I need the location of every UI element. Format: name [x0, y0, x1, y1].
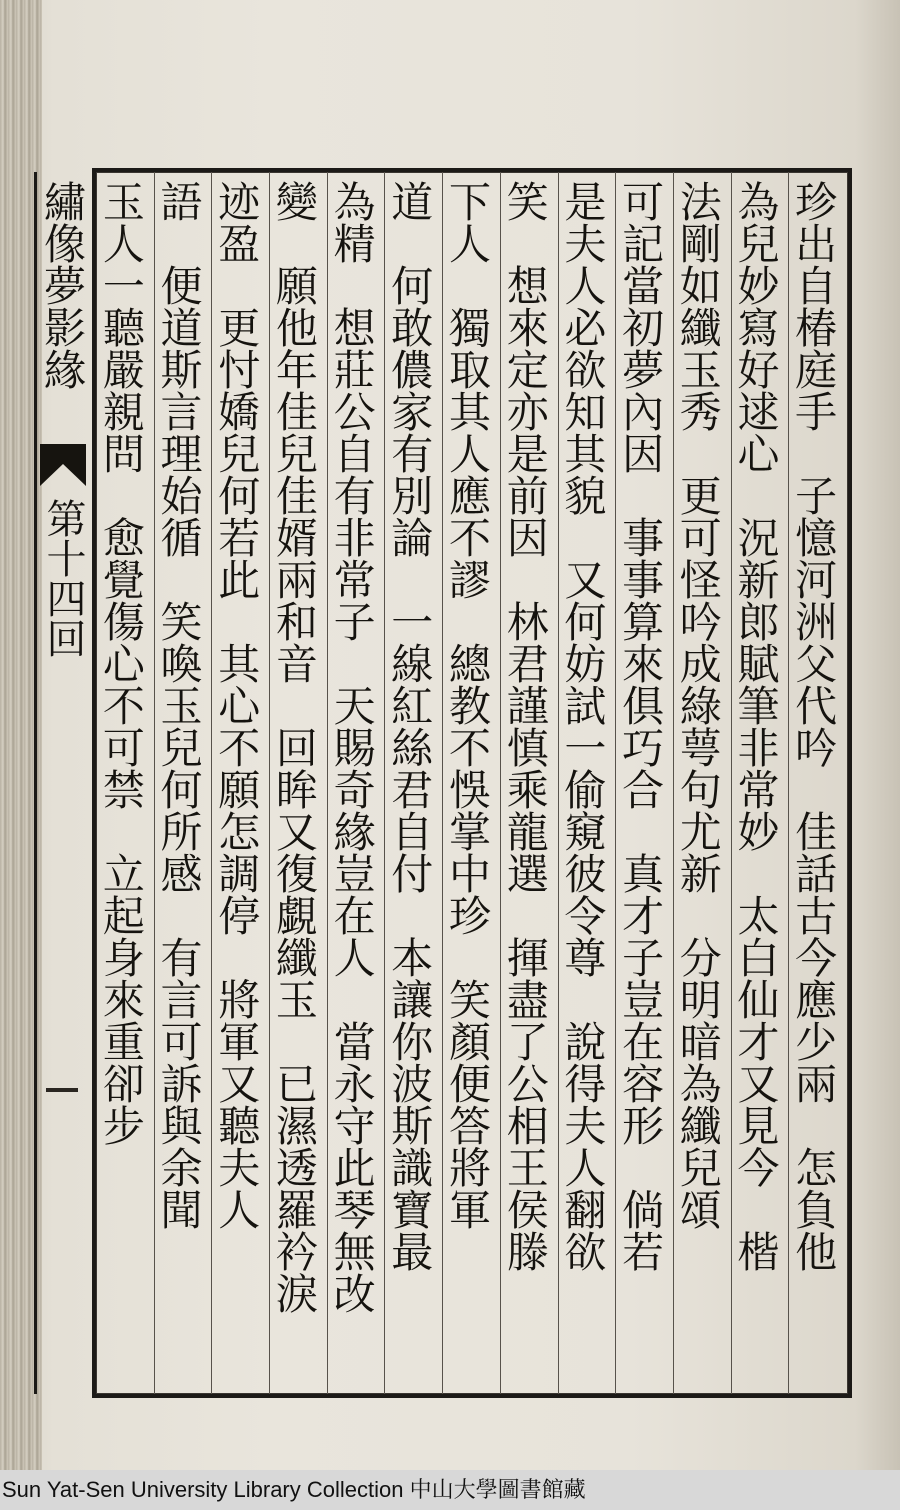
folio-number-mark-icon — [42, 1070, 82, 1110]
text-column-10: 變 願他年佳兒佳婿兩和音 回眸又復覷纖玉 已濕透羅衿淚 — [269, 180, 319, 1314]
text-column-3: 法剛如纖玉秀 更可怪吟成綠萼句尤新 分明暗為纖兒頌 — [673, 180, 723, 1230]
text-column-12: 語 便道斯言理始循 笑喚玉兒何所感 有言可訴與余聞 — [154, 180, 204, 1230]
text-column-1: 珍出自椿庭手 子憶河洲父代吟 佳話古今應少兩 怎負他 — [789, 180, 839, 1272]
text-column-6: 笑 想來定亦是前因 林君謹慎乘龍選 揮盡了公相王侯滕 — [500, 180, 550, 1272]
spine-chapter-label: 第十四回 — [40, 498, 86, 658]
text-column-4: 可記當初夢內因 事事算來俱巧合 真才子豈在容形 倘若 — [616, 180, 666, 1272]
text-column-7: 下人 獨取其人應不謬 總教不悞掌中珍 笑顏便答將軍 — [443, 180, 492, 1230]
text-column-8: 道 何敢儂家有別論 一線紅絲君自付 本讓你波斯識寶最 — [385, 180, 435, 1272]
spine-book-title: 繡像夢影緣 — [38, 180, 87, 390]
text-column-9: 為精 想莊公自有非常子 天賜奇緣豈在人 當永守此琴無改 — [327, 180, 377, 1314]
text-column-5: 是夫人必欲知其貌 又何妨試一偷窺彼令尊 說得夫人翻欲 — [558, 180, 608, 1272]
fishtail-ornament-icon — [38, 440, 88, 490]
text-column-13: 玉人一聽嚴親問 愈覺傷心不可禁 立起身來重卻步 — [96, 180, 146, 1146]
text-column-2: 為兒妙寫好逑心 況新郎賦筆非常妙 太白仙才又見今 楷 — [731, 180, 781, 1272]
collection-footer: Sun Yat-Sen University Library Collection 中山大學圖書館藏 — [0, 1470, 900, 1510]
text-column-11: 迹盈 更忖嬌兒何若此 其心不願怎調停 將軍又聽夫人 — [212, 180, 262, 1230]
